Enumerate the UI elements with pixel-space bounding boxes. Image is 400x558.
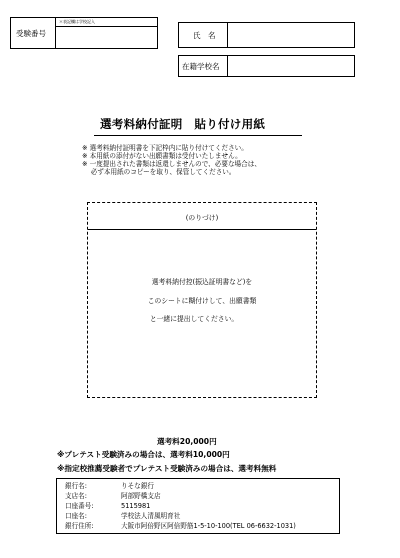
paste-area-divider [88,229,316,230]
bank-key: 支店名: [65,492,88,500]
bank-value: 阿部野橋支店 [121,492,161,500]
note-2: ※ 本用紙の添付がない出願書類は受付いたしません。 [82,152,242,160]
exam-number-field[interactable] [56,27,157,48]
page-title: 選考料納付証明 貼り付け用紙 [100,117,266,131]
fee-pretest: ※プレテスト受験済みの場合は、選考料10,000円 [57,450,230,459]
note-3: ※ 一度提出された書類は返還しませんので、必要な場合は、 [82,160,261,168]
note-1: ※ 選考料納付証明書を下記枠内に貼り付けてください。 [82,144,248,152]
paste-instruction-2: このシートに糊付けして、出願書類 [147,297,257,305]
fee-standard: 選考料20,000円 [157,437,217,446]
bank-value: 5115981 [121,502,151,510]
paste-instruction-1: 選考料納付控(振込証明書など)を [151,278,253,286]
note-4: 必ず本用紙のコピーを取り、保管してください。 [82,168,236,176]
exam-number-box [10,17,158,49]
bank-info-box [56,478,340,534]
paste-instruction-3: と一緒に提出してください。 [149,315,239,323]
bank-value: 学校法人清風明育社 [121,512,181,520]
school-box [178,55,355,77]
title-underline [94,135,302,136]
exam-number-note: ＊表記欄は学校記入 [59,19,95,24]
name-label: 氏 名 [193,31,216,40]
fee-designated: ※指定校推薦受験者でプレテスト受験済みの場合は、選考料無料 [57,464,277,473]
bank-value: りそな銀行 [121,482,154,490]
school-field[interactable] [228,56,354,76]
name-box [178,22,355,48]
glue-label: (のりづけ) [185,214,219,222]
bank-key: 口座番号: [65,502,94,510]
bank-key: 銀行名: [65,482,88,490]
exam-number-label: 受験番号 [16,29,46,38]
name-field[interactable] [228,23,354,47]
bank-value: 大阪市阿倍野区阿倍野筋1-5-10-100(TEL 06-6632-1031) [121,522,296,530]
bank-key: 銀行住所: [65,522,94,530]
paste-area [87,202,317,398]
bank-key: 口座名: [65,512,88,520]
school-label: 在籍学校名 [182,62,220,71]
